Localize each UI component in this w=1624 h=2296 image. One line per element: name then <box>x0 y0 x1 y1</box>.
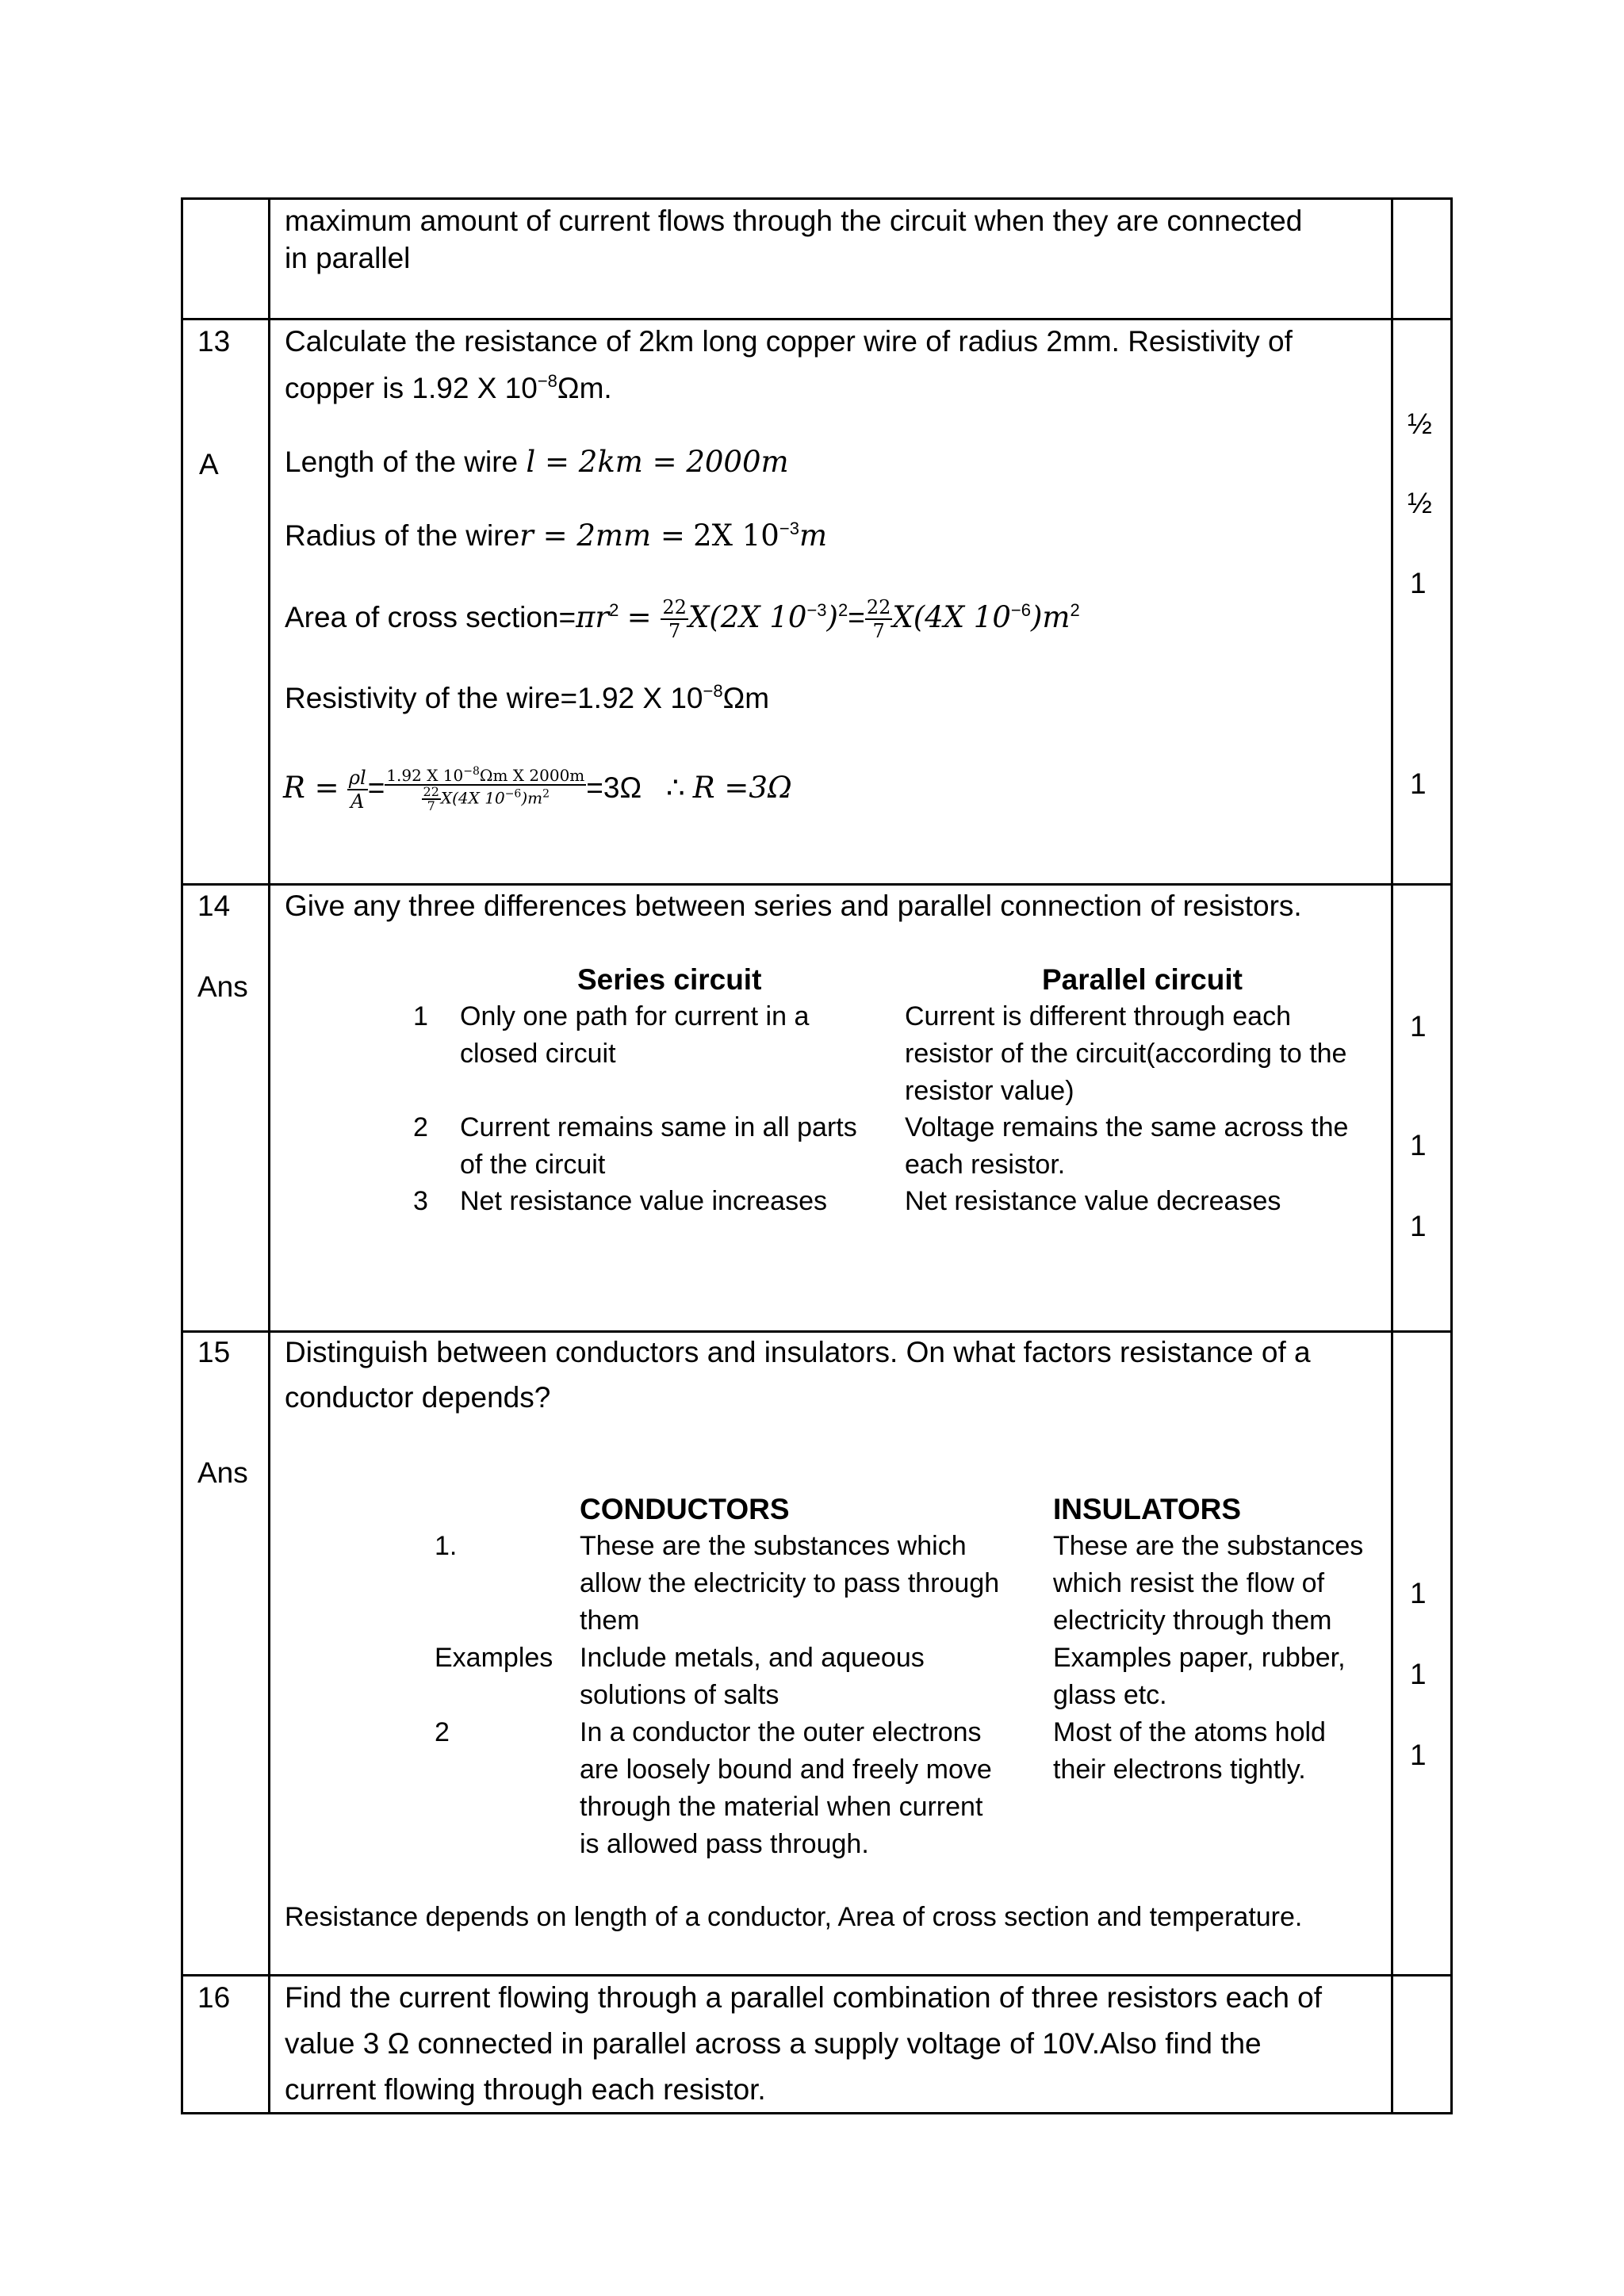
q12-answer-line2: in parallel <box>285 242 411 274</box>
q13-resistance-formula: R = $\frac{\rho l}{A}$ = 1.92 X $10^{-8}\Omega m$ X 2000m $\frac{22}{7}$ X(4X $10^{-6})m^2$ =3Ω ∴ R =3Ω <box>283 765 792 814</box>
q14-series-cell: Only one path for current in a closed circuit <box>460 1001 810 1069</box>
q14-parallel-cell: Voltage remains the same across the each resistor. <box>905 1112 1349 1180</box>
row-divider-q15 <box>181 1330 1453 1333</box>
q15-row-label: 1. <box>435 1531 458 1561</box>
fraction-resistance-calc: 1.92 X $10^{-8}\Omega m$ X 2000m $\frac{22}{7}$ X(4X $10^{-6})m^2$ <box>386 765 585 814</box>
q15-question-line1: Distinguish between conductors and insulators. On what factors resistance of a <box>285 1336 1311 1368</box>
q14-series-cell: Current remains same in all parts of the circuit <box>460 1112 857 1180</box>
q15-mark-1: 1 <box>1410 1577 1427 1609</box>
q13-mark-1: ½ <box>1408 408 1432 440</box>
q13-label: A <box>199 448 219 480</box>
q13-question-line1: Calculate the resistance of 2km long copper wire of radius 2mm. Resistivity of <box>285 325 1293 358</box>
q14-label: Ans <box>197 970 248 1003</box>
column-divider-number <box>268 197 270 2114</box>
q15-insulators-cell: Examples paper, rubber, glass etc. <box>1053 1643 1346 1710</box>
q13-radius-line: Radius of the wirer = 2mm = 2X $10^{-3}m$ <box>285 519 828 553</box>
q13-area-line: Area of cross $section=\pi r^2$ = $\frac{22}{7}$ X(2X $10^{-3})^2=$ $\frac{22}{7}$ X(4X $10^{-6})m^2$ <box>285 596 1080 642</box>
q14-question: Give any three differences between series and parallel connection of resistors. <box>285 890 1302 922</box>
q14-row-number: 2 <box>413 1112 428 1142</box>
q14-number: 14 <box>197 890 231 922</box>
q15-mark-3: 1 <box>1410 1739 1427 1771</box>
q13-question-line2: copper is 1.92 X $10^{-8}\Omega m$. <box>285 371 612 404</box>
q16-question-line1: Find the current flowing through a parallel combination of three resistors each of <box>285 1981 1323 2014</box>
q15-mark-2: 1 <box>1410 1658 1427 1690</box>
length-expression: l = 2km = 2000m <box>526 445 789 479</box>
q14-mark-3: 1 <box>1410 1210 1427 1242</box>
q15-conductors-cell: These are the substances which allow the electricity to pass through them <box>580 1531 1000 1636</box>
row-divider-q14 <box>181 883 1453 886</box>
q14-mark-1: 1 <box>1410 1010 1427 1043</box>
q14-row-number: 1 <box>413 1001 428 1031</box>
q15-footer: Resistance depends on length of a conductor, Area of cross section and temperature. <box>285 1902 1303 1932</box>
q16-number: 16 <box>197 1981 231 2014</box>
q13-mark-3: 1 <box>1410 567 1427 599</box>
q13-mark-4: 1 <box>1410 767 1427 800</box>
q15-label: Ans <box>197 1456 248 1489</box>
q15-insulators-cell: Most of the atoms hold their electrons tightly. <box>1053 1717 1326 1785</box>
column-divider-marks <box>1391 197 1393 2114</box>
q15-conductors-cell: In a conductor the outer electrons are loosely bound and freely move through the material when current is allowed pass through. <box>580 1717 992 1859</box>
q13-mark-2: ½ <box>1408 487 1432 519</box>
q14-parallel-cell: Net resistance value decreases <box>905 1186 1281 1216</box>
q15-row-label: 2 <box>435 1717 450 1747</box>
q14-mark-2: 1 <box>1410 1129 1427 1161</box>
row-divider-q13 <box>181 318 1453 320</box>
table-border-top <box>181 197 1453 200</box>
conductors-heading: CONDUCTORS <box>580 1493 790 1525</box>
parallel-circuit-heading: Parallel circuit <box>1042 963 1243 996</box>
fraction-22-over-7: $\frac{22}{7}$ <box>866 596 891 642</box>
insulators-heading: INSULATORS <box>1053 1493 1242 1525</box>
q13-number: 13 <box>197 325 231 358</box>
q16-question-line2: value 3 Ω connected in parallel across a supply voltage of 10V.Also find the <box>285 2027 1262 2060</box>
fraction-rho-l-over-a: $\frac{\rho l}{A}$ <box>348 767 366 813</box>
row-divider-q16 <box>181 1974 1453 1976</box>
series-circuit-heading: Series circuit <box>577 963 762 996</box>
table-border-left <box>181 197 183 2114</box>
table-border-bottom <box>181 2112 1453 2114</box>
fraction-22-over-7: $\frac{22}{7}$ <box>662 596 687 642</box>
q12-answer-line1: maximum amount of current flows through the circuit when they are connected <box>285 205 1303 237</box>
q13-length-line: Length of the wire l = 2km = 2000m <box>285 445 789 479</box>
q16-question-line3: current flowing through each resistor. <box>285 2073 766 2106</box>
q15-number: 15 <box>197 1336 231 1368</box>
q14-row-number: 3 <box>413 1186 428 1216</box>
q15-insulators-cell: These are the substances which resist the flow of electricity through them <box>1053 1531 1364 1636</box>
table-border-right <box>1450 197 1453 2114</box>
q15-question-line2: conductor depends? <box>285 1381 551 1414</box>
q14-parallel-cell: Current is different through each resistor of the circuit(according to the resistor value) <box>905 1001 1347 1106</box>
q15-conductors-cell: Include metals, and aqueous solutions of salts <box>580 1643 925 1710</box>
q15-row-label: Examples <box>435 1643 553 1673</box>
q14-series-cell: Net resistance value increases <box>460 1186 828 1216</box>
q13-resistivity-line: Resistivity of the wire=1.92 X $10^{-8}\Omega m$ <box>285 681 770 714</box>
